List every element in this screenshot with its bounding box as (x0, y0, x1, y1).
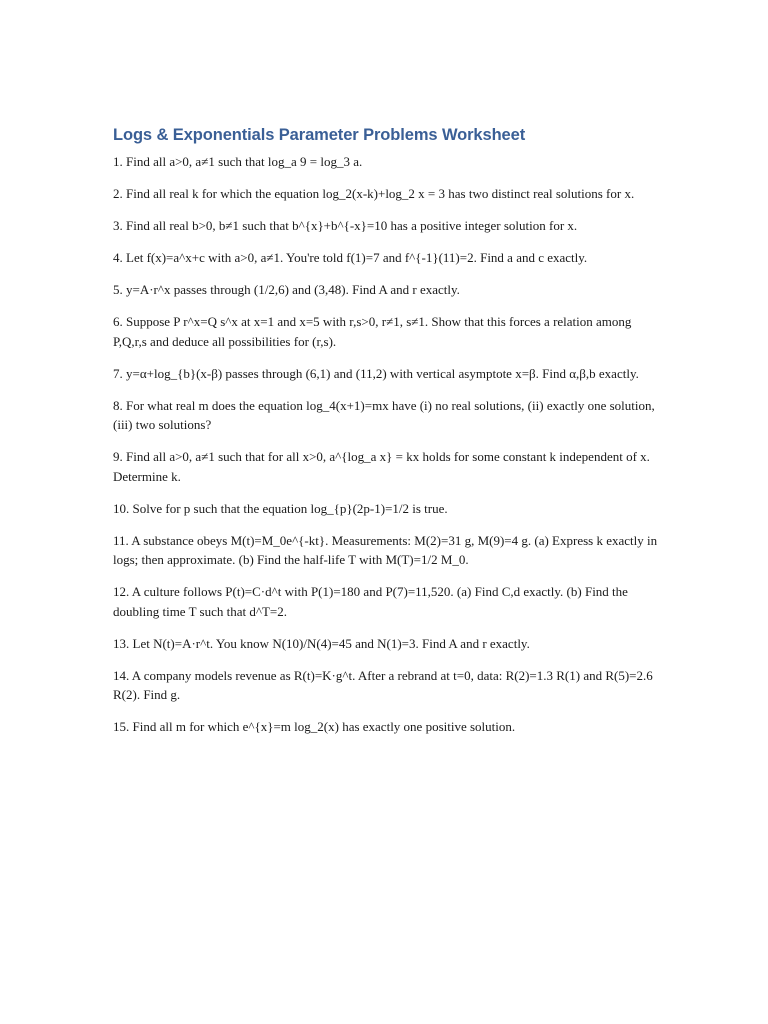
problem-14: 14. A company models revenue as R(t)=K·g^t. After a rebrand at t=0, data: R(2)=1.3 R(1) and R(5)=2.6 R(2). Find g. (113, 667, 653, 702)
problem-3: 3. Find all real b>0, b≠1 such that b^{x}+b^{-x}=10 has a positive integer solution for x. (113, 218, 578, 233)
problem-5: 5. y=A·r^x passes through (1/2,6) and (3,48). Find A and r exactly. (113, 282, 460, 297)
problem-9: 9. Find all a>0, a≠1 such that for all x>0, a^{log_a x} = kx holds for some constant k independent of x. Determine k. (113, 449, 650, 484)
problem-8: 8. For what real m does the equation log_4(x+1)=mx have (i) no real solutions, (ii) exactly one solution, (iii) two solutions? (113, 397, 655, 432)
problem-10: 10. Solve for p such that the equation log_{p}(2p-1)=1/2 is true. (113, 500, 448, 516)
problem-11: 11. A substance obeys M(t)=M_0e^{-kt}. Measurements: M(2)=31 g, M(9)=4 g. (a) Express k exactly in logs; then approximate. (b) Find the half-life T with M(T)=1/2 M_0. (113, 532, 658, 567)
problem-15: 15. Find all m for which e^{x}=m log_2(x) has exactly one positive solution. (113, 719, 516, 734)
problem-2: 2. Find all real k for which the equation log_2(x-k)+log_2 x = 3 has two distinct real solutions for x. (113, 186, 635, 201)
problem-4: 4. Let f(x)=a^x+c with a>0, a≠1. You're told f(1)=7 and f^{-1}(11)=2. Find a and c exactly. (113, 250, 588, 265)
problem-list (113, 152, 658, 737)
problem-6: 6. Suppose P r^x=Q s^x at x=1 and x=5 with r,s>0, r≠1, s≠1. Show that this forces a relation among P,Q,r,s and deduce all possibilities for (r,s). (113, 314, 632, 349)
worksheet-page (113, 124, 658, 749)
problem-1: 1. Find all a>0, a≠1 such that log_a 9 = log_3 a. (113, 154, 363, 169)
problem-7: 7. y=α+log_{b}(x-β) passes through (6,1) and (11,2) with vertical asymptote x=β. Find α,β,b exactly. (113, 365, 639, 381)
page-title: Logs & Exponentials Parameter Problems Worksheet (113, 126, 526, 144)
problem-12: 12. A culture follows P(t)=C·d^t with P(1)=180 and P(7)=11,520. (a) Find C,d exactly. (b) Find the doubling time T such that d^T=2. (113, 584, 628, 619)
problem-13: 13. Let N(t)=A·r^t. You know N(10)/N(4)=45 and N(1)=3. Find A and r exactly. (113, 635, 530, 651)
